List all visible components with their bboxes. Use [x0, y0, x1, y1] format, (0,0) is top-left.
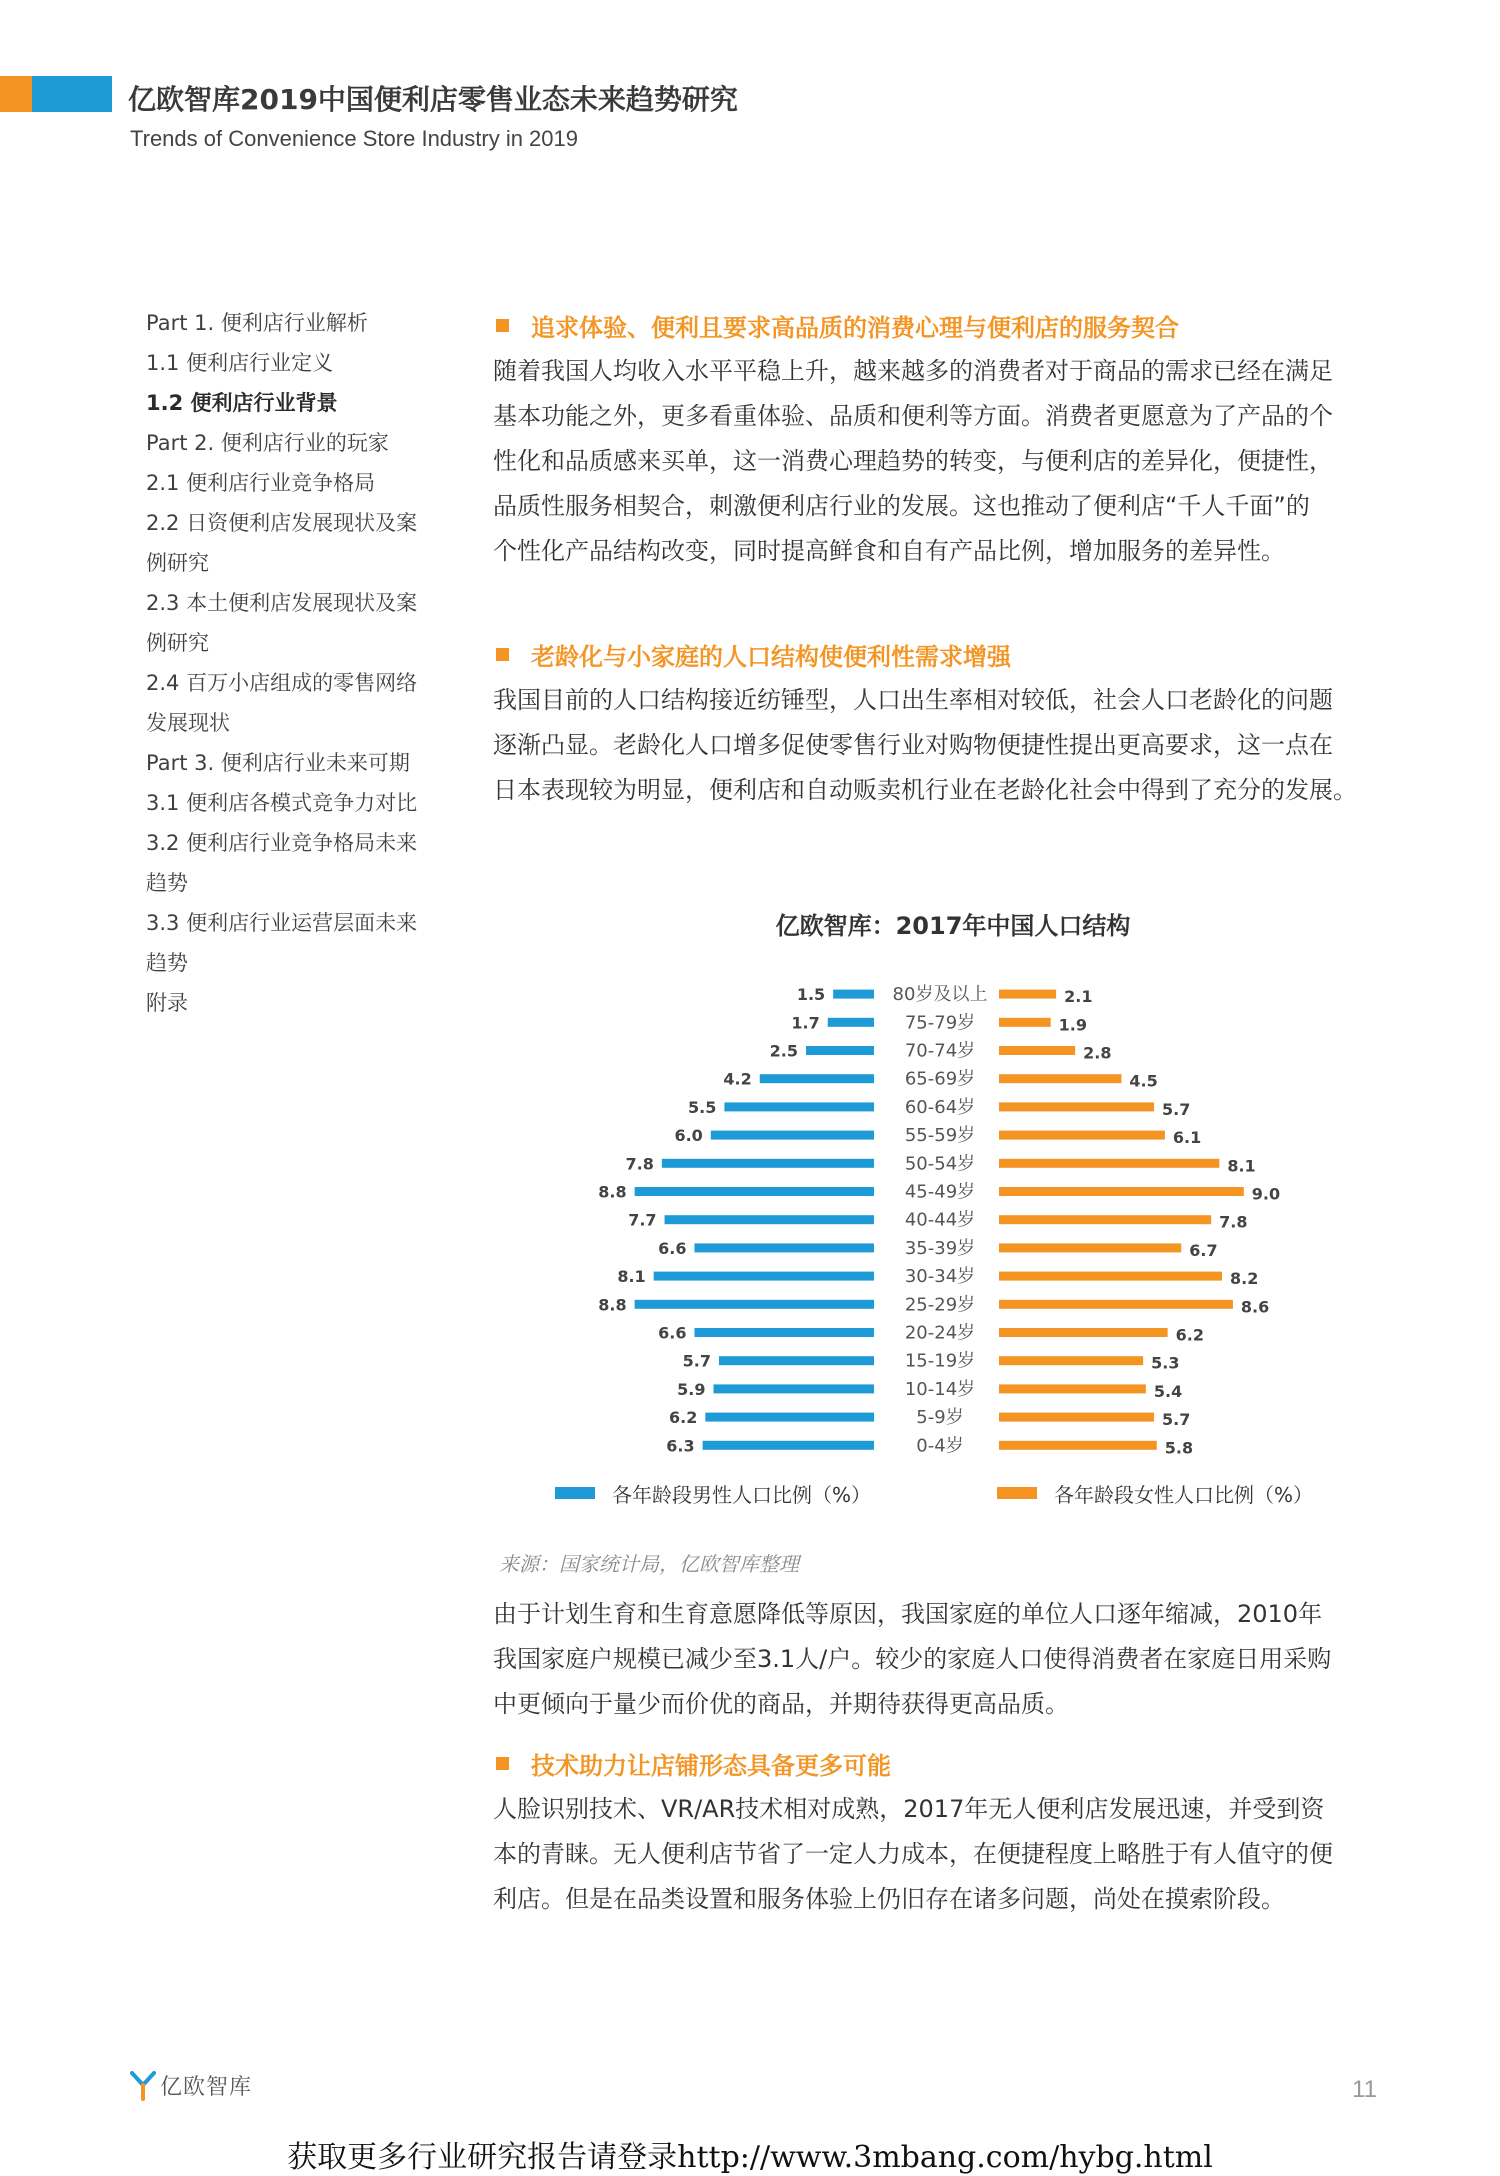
female-value-label: 2.8 [1083, 1043, 1112, 1063]
male-bar [828, 1018, 874, 1027]
male-bar [714, 1384, 874, 1393]
female-bar [999, 1441, 1157, 1450]
female-bar [999, 1215, 1211, 1224]
female-bar [999, 1328, 1168, 1337]
footer-logo [130, 2070, 252, 2101]
male-bar [694, 1243, 874, 1252]
female-value-label: 6.2 [1175, 1325, 1204, 1345]
female-bar [999, 1159, 1219, 1168]
toc-item-appendix[interactable]: 附录 [146, 991, 188, 1015]
toc-item-3-3-cont[interactable]: 趋势 [146, 951, 188, 975]
female-bar [999, 1243, 1181, 1252]
toc-item-3-1[interactable]: 3.1 便利店各模式竞争力对比 [146, 791, 418, 815]
toc-item-2-2[interactable]: 2.2 日资便利店发展现状及案 [146, 511, 418, 535]
male-bar [662, 1159, 874, 1168]
legend-male-label: 各年龄段男性人口比例（%） [612, 1483, 872, 1507]
male-bar [694, 1328, 874, 1337]
female-value-label: 5.7 [1162, 1410, 1191, 1430]
header-accent-orange [0, 76, 32, 112]
male-value-label: 8.8 [598, 1295, 627, 1315]
table-of-contents [146, 303, 446, 1023]
paragraph-line: 品质性服务相契合，刺激便利店行业的发展。这也推动了便利店“千人千面”的 [493, 492, 1310, 520]
section-2-title: 老龄化与小家庭的人口结构使便利性需求增强 [531, 643, 1011, 671]
female-value-label: 9.0 [1251, 1184, 1281, 1204]
section-1-body [493, 349, 1413, 574]
male-value-label: 5.9 [677, 1379, 706, 1399]
female-value-label: 4.5 [1129, 1071, 1158, 1091]
toc-item-2-3-cont[interactable]: 例研究 [146, 631, 209, 655]
report-title: 亿欧智库2019中国便利店零售业态未来趋势研究 [128, 83, 738, 116]
female-value-label: 6.1 [1172, 1128, 1202, 1148]
report-subtitle: Trends of Convenience Store Industry in 2019 [130, 126, 579, 151]
female-bar [999, 1384, 1146, 1393]
paragraph-line: 逐渐凸显。老龄化人口增多促使零售行业对购物便捷性提出更高要求，这一点在 [493, 731, 1333, 759]
age-group-label: 55-59岁 [904, 1125, 976, 1147]
toc-item-2-4[interactable]: 2.4 百万小店组成的零售网络 [146, 671, 418, 695]
male-value-label: 5.7 [682, 1351, 711, 1371]
male-bar [760, 1074, 874, 1083]
female-bar [999, 1187, 1244, 1196]
male-value-label: 6.6 [658, 1323, 687, 1343]
paragraph-line: 日本表现较为明显，便利店和自动贩卖机行业在老龄化社会中得到了充分的发展。 [493, 776, 1357, 804]
toc-item-2-2-cont[interactable]: 例研究 [146, 551, 209, 575]
section-4-body [493, 1787, 1413, 1922]
logo-text: 亿欧智库 [160, 2075, 253, 2100]
section-3-body [493, 1592, 1413, 1727]
male-value-label: 6.2 [669, 1408, 698, 1428]
section-1-title: 追求体验、便利且要求高品质的消费心理与便利店的服务契合 [531, 314, 1179, 342]
male-value-label: 1.5 [796, 985, 826, 1005]
toc-item-2-3[interactable]: 2.3 本土便利店发展现状及案 [146, 591, 418, 615]
male-bar [703, 1441, 874, 1450]
male-value-label: 8.1 [617, 1267, 646, 1287]
male-value-label: 7.7 [628, 1210, 657, 1230]
female-value-label: 7.8 [1219, 1212, 1248, 1232]
female-value-label: 1.9 [1058, 1015, 1088, 1035]
male-value-label: 6.3 [666, 1436, 695, 1456]
male-bar [635, 1300, 874, 1309]
legend-female-label: 各年龄段女性人口比例（%） [1054, 1483, 1314, 1507]
male-bar [806, 1046, 874, 1055]
paragraph-line: 我国目前的人口结构接近纺锤型，人口出生率相对较低，社会人口老龄化的问题 [493, 686, 1333, 714]
section-4-heading [493, 1746, 1413, 1781]
female-bar [999, 1018, 1051, 1027]
age-group-label: 80岁及以上 [892, 984, 988, 1006]
age-group-label: 15-19岁 [904, 1350, 976, 1372]
female-bar [999, 1356, 1143, 1365]
male-bar [711, 1131, 874, 1140]
age-group-label: 10-14岁 [904, 1378, 976, 1400]
bullet-square-icon [496, 648, 509, 661]
male-bar [719, 1356, 874, 1365]
section-2-body [493, 678, 1413, 813]
toc-item-2-4-cont[interactable]: 发展现状 [146, 711, 230, 735]
paragraph-line: 利店。但是在品类设置和服务体验上仍旧存在诸多问题，尚处在摸索阶段。 [493, 1885, 1285, 1913]
age-group-label: 35-39岁 [904, 1237, 976, 1259]
toc-item-3-2[interactable]: 3.2 便利店行业竞争格局未来 [146, 831, 418, 855]
male-value-label: 6.6 [658, 1238, 687, 1258]
female-bar [999, 1413, 1154, 1422]
male-bar [724, 1102, 874, 1111]
toc-item-2-1[interactable]: 2.1 便利店行业竞争格局 [146, 471, 376, 495]
male-bar [665, 1215, 874, 1224]
male-value-label: 6.0 [674, 1126, 703, 1146]
age-group-label: 30-34岁 [904, 1266, 976, 1288]
header-accent-blue [32, 76, 112, 112]
paragraph-line: 个性化产品结构改变，同时提高鲜食和自有产品比例，增加服务的差异性。 [493, 537, 1285, 565]
male-value-label: 4.2 [723, 1069, 752, 1089]
age-group-label: 25-29岁 [904, 1294, 976, 1316]
female-bar [999, 990, 1056, 999]
paragraph-line: 人脸识别技术、VR/AR技术相对成熟，2017年无人便利店发展迅速，并受到资 [493, 1795, 1325, 1823]
age-group-label: 40-44岁 [904, 1209, 976, 1231]
female-bar [999, 1074, 1121, 1083]
male-value-label: 5.5 [688, 1097, 717, 1117]
page-number: 11 [1352, 2076, 1377, 2103]
age-group-label: 0-4岁 [916, 1435, 964, 1457]
male-value-label: 7.8 [625, 1154, 654, 1174]
paragraph-line: 由于计划生育和生育意愿降低等原因，我国家庭的单位人口逐年缩减，2010年 [493, 1600, 1323, 1628]
report-download-link[interactable]: 获取更多行业研究报告请登录http://www.3mbang.com/hybg.html [287, 2140, 1213, 2175]
paragraph-line: 基本功能之外，更多看重体验、品质和便利等方面。消费者更愿意为了产品的个 [493, 402, 1333, 430]
toc-item-1-1[interactable]: 1.1 便利店行业定义 [146, 351, 334, 375]
paragraph-line: 我国家庭户规模已减少至3.1人/户。较少的家庭人口使得消费者在家庭日用采购 [493, 1645, 1332, 1673]
age-group-label: 50-54岁 [904, 1153, 976, 1175]
age-group-label: 20-24岁 [904, 1322, 976, 1344]
bullet-square-icon [496, 1757, 509, 1770]
legend-female-swatch [997, 1487, 1037, 1499]
age-group-label: 70-74岁 [904, 1040, 976, 1062]
female-value-label: 8.1 [1227, 1156, 1256, 1176]
toc-item-3-2-cont[interactable]: 趋势 [146, 871, 188, 895]
section-2-heading [493, 637, 1413, 672]
female-value-label: 8.2 [1230, 1269, 1259, 1289]
age-group-label: 45-49岁 [904, 1181, 976, 1203]
section-4-title: 技术助力让店铺形态具备更多可能 [531, 1752, 891, 1780]
male-bar [833, 990, 874, 999]
female-bar [999, 1131, 1165, 1140]
female-value-label: 8.6 [1240, 1297, 1270, 1317]
toc-item-part3[interactable]: Part 3. 便利店行业未来可期 [146, 751, 410, 775]
age-group-label: 75-79岁 [904, 1012, 976, 1034]
paragraph-line: 中更倾向于量少而价优的商品，并期待获得更高品质。 [493, 1690, 1069, 1718]
female-value-label: 5.8 [1164, 1438, 1194, 1458]
bullet-square-icon [496, 319, 509, 332]
male-bar [654, 1272, 874, 1281]
paragraph-line: 随着我国人均收入水平平稳上升，越来越多的消费者对于商品的需求已经在满足 [493, 357, 1333, 385]
female-value-label: 5.7 [1162, 1099, 1191, 1119]
female-bar [999, 1300, 1233, 1309]
section-1-heading [493, 308, 1413, 343]
toc-item-part1[interactable]: Part 1. 便利店行业解析 [146, 311, 368, 335]
toc-item-1-2-active[interactable]: 1.2 便利店行业背景 [146, 391, 338, 415]
toc-item-3-3[interactable]: 3.3 便利店行业运营层面未来 [146, 911, 418, 935]
female-bar [999, 1046, 1075, 1055]
yiou-logo-icon [130, 2071, 156, 2101]
chart-source: 来源：国家统计局，亿欧智库整理 [499, 1552, 799, 1576]
age-group-label: 60-64岁 [904, 1096, 976, 1118]
female-value-label: 6.7 [1189, 1240, 1218, 1260]
paragraph-line: 性化和品质感来买单，这一消费心理趋势的转变，与便利店的差异化，便捷性， [493, 447, 1333, 475]
male-bar [705, 1413, 874, 1422]
female-value-label: 2.1 [1064, 987, 1093, 1007]
female-bar [999, 1102, 1154, 1111]
male-value-label: 8.8 [598, 1182, 627, 1202]
chart-title: 亿欧智库：2017年中国人口结构 [775, 912, 1131, 940]
female-value-label: 5.3 [1151, 1353, 1180, 1373]
population-pyramid-chart [490, 970, 1410, 1530]
legend-male-swatch [555, 1487, 595, 1499]
paragraph-line: 本的青睐。无人便利店节省了一定人力成本，在便捷程度上略胜于有人值守的便 [493, 1840, 1333, 1868]
female-value-label: 5.4 [1153, 1381, 1183, 1401]
male-value-label: 1.7 [791, 1013, 820, 1033]
age-group-label: 65-69岁 [904, 1068, 976, 1090]
male-value-label: 2.5 [769, 1041, 798, 1061]
female-bar [999, 1272, 1222, 1281]
male-bar [635, 1187, 874, 1196]
toc-item-part2[interactable]: Part 2. 便利店行业的玩家 [146, 431, 389, 455]
age-group-label: 5-9岁 [916, 1407, 964, 1429]
